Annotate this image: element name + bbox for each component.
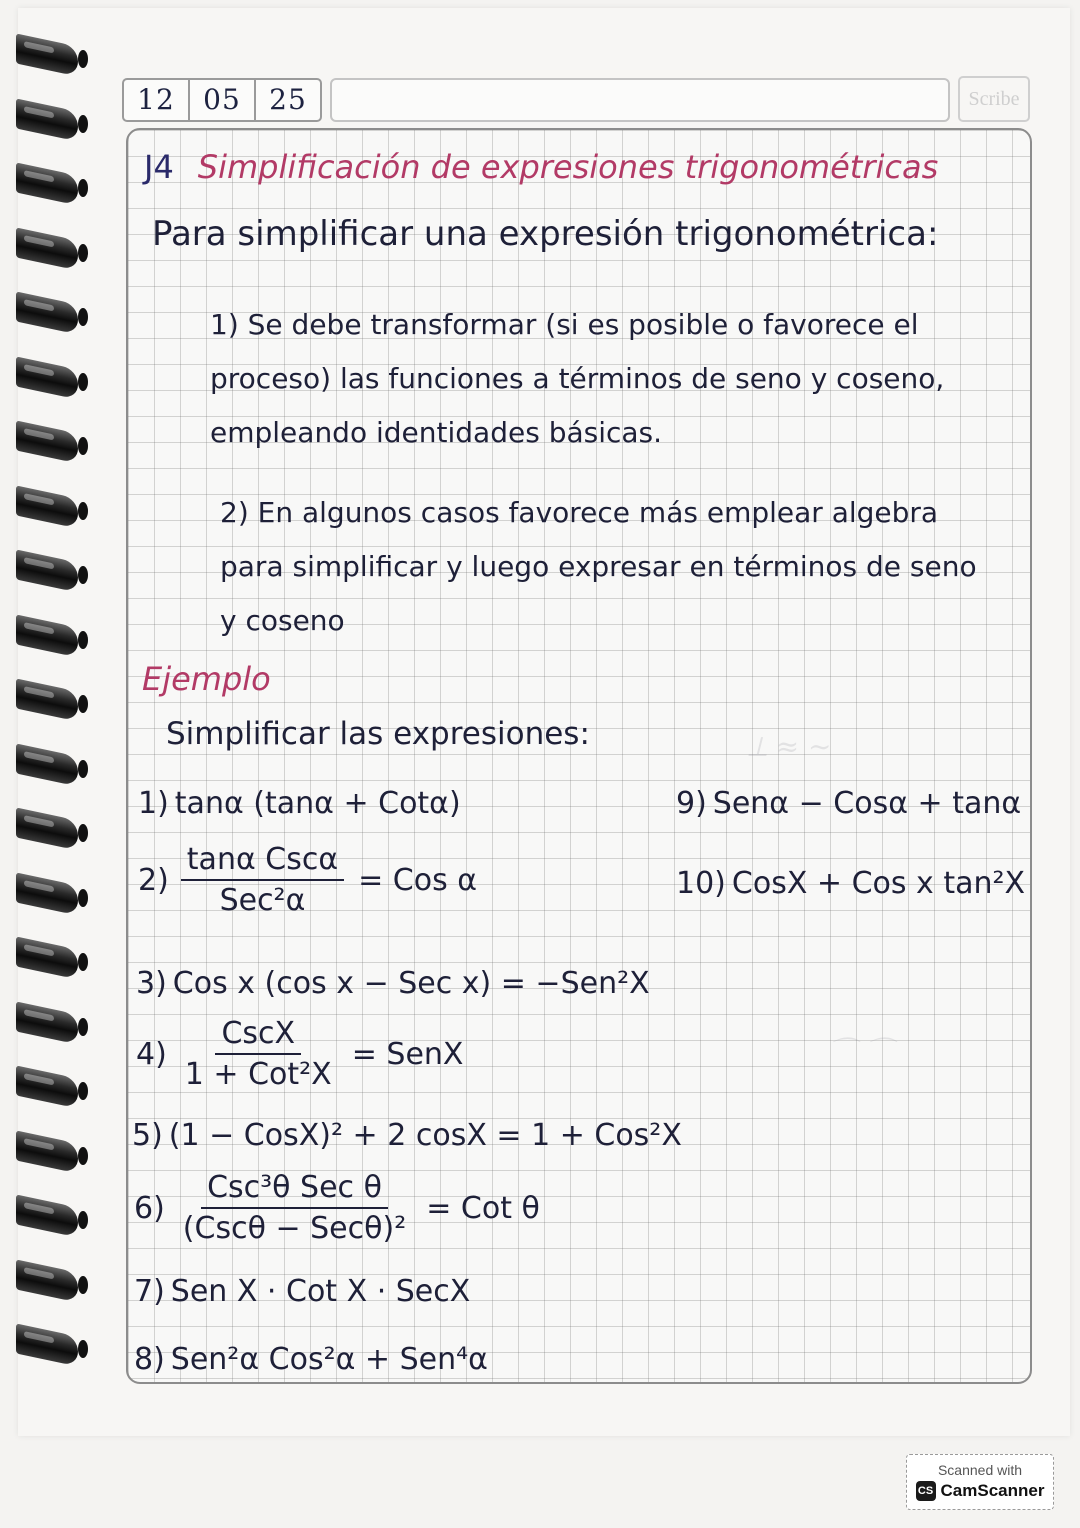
spiral-ring (16, 743, 78, 786)
bleed-through-marks: ⟂ ≈ ∼ (748, 730, 832, 763)
punch-hole (78, 244, 88, 262)
spiral-ring (16, 1001, 78, 1044)
spiral-ring (16, 356, 78, 399)
punch-hole (78, 1340, 88, 1358)
exercise-9 (676, 786, 1021, 821)
rule-2: 2) En algunos casos favorece más emplear algebra para simplificar y luego expresar en términos de seno y coseno (220, 496, 977, 637)
example-heading: Ejemplo (142, 660, 271, 698)
punch-hole (78, 179, 88, 197)
date-day: 12 (137, 83, 175, 116)
exercise-expression: tanα (tanα + Cotα) (174, 786, 461, 821)
exercise-6 (134, 1170, 540, 1246)
punch-hole (78, 50, 88, 68)
exercise-5 (132, 1118, 682, 1153)
exercise-10 (676, 866, 1025, 901)
punch-hole (78, 1018, 88, 1036)
spiral-ring (16, 485, 78, 528)
punch-hole (78, 953, 88, 971)
exercise-4 (136, 1016, 464, 1092)
punch-hole (78, 695, 88, 713)
exercise-3 (136, 966, 650, 1001)
exercise-expression: Sen²α Cos²α + Sen⁴α (170, 1342, 488, 1377)
camscanner-logo-icon: CS (916, 1481, 936, 1501)
exercise-label: 1) (138, 786, 169, 821)
bleed-through-marks: ⌒ ⌒ (828, 1035, 893, 1068)
punch-hole (78, 566, 88, 584)
date-month: 05 (188, 80, 254, 120)
spiral-ring (16, 420, 78, 463)
punch-hole (78, 824, 88, 842)
exercise-label: 7) (134, 1274, 165, 1309)
note-code: J4 (144, 148, 174, 186)
punch-hole (78, 502, 88, 520)
spiral-ring (16, 1065, 78, 1108)
instruction-text: Simplificar las expresiones: (166, 716, 590, 752)
spiral-ring (16, 1130, 78, 1173)
denominator: Sec²α (219, 883, 306, 918)
exercise-label: 10) (676, 866, 726, 901)
punch-hole (78, 1082, 88, 1100)
punch-hole (78, 308, 88, 326)
spiral-ring (16, 614, 78, 657)
result: = Cot θ (426, 1190, 540, 1226)
punch-hole (78, 1211, 88, 1229)
spiral-ring (16, 807, 78, 850)
numerator: CscX (215, 1016, 301, 1055)
denominator: (Cscθ − Secθ)² (182, 1211, 407, 1246)
fraction (181, 842, 344, 918)
fraction (177, 1170, 412, 1246)
exercise-label: 5) (132, 1118, 163, 1153)
note-title (144, 148, 938, 186)
exercise-expression: (1 − CosX)² + 2 cosX = 1 + Cos²X (168, 1118, 682, 1153)
spiral-binding (16, 40, 86, 1400)
denominator: 1 + Cot²X (184, 1057, 332, 1092)
exercise-label: 2) (138, 862, 169, 898)
exercise-expression: Sen X · Cot X · SecX (170, 1274, 471, 1309)
exercise-label: 4) (136, 1036, 167, 1072)
scanned-with-text: Scanned with (937, 1462, 1023, 1478)
grid-area (126, 128, 1032, 1384)
note-title-text: Simplificación de expresiones trigonométricas (197, 148, 939, 186)
exercise-expression: Cos x (cos x − Sec x) = −Sen²X (172, 966, 650, 1001)
spiral-ring (16, 1259, 78, 1302)
punch-hole (78, 631, 88, 649)
numerator: Csc³θ Sec θ (201, 1170, 388, 1209)
exercise-label: 8) (134, 1342, 165, 1377)
spiral-ring (16, 1194, 78, 1237)
spiral-ring (16, 33, 78, 76)
exercise-8 (134, 1342, 488, 1377)
punch-hole (78, 373, 88, 391)
exercise-label: 6) (134, 1190, 165, 1226)
spiral-ring (16, 678, 78, 721)
rule-1: 1) Se debe transformar (si es posible o favorece el proceso) las funciones a términos de seno y coseno, empleando identidades básicas. (210, 308, 945, 449)
exercise-label: 9) (676, 786, 707, 821)
camscanner-badge (906, 1454, 1054, 1510)
exercise-expression: Senα − Cosα + tanα (712, 786, 1022, 821)
fraction (179, 1016, 338, 1092)
punch-hole (78, 889, 88, 907)
spiral-ring (16, 227, 78, 270)
exercise-expression: CosX + Cos x tan²X (731, 866, 1026, 901)
intro-text: Para simplificar una expresión trigonométrica: (152, 214, 939, 254)
punch-hole (78, 115, 88, 133)
spiral-ring (16, 98, 78, 141)
punch-hole (78, 1276, 88, 1294)
date-box (122, 78, 322, 122)
punch-hole (78, 1147, 88, 1165)
camscanner-brand: CamScanner (940, 1481, 1045, 1500)
numerator: tanα Cscα (181, 842, 344, 881)
date-year: 25 (254, 80, 320, 120)
exercise-1 (138, 786, 461, 821)
spiral-ring (16, 291, 78, 334)
exercise-2 (138, 842, 477, 918)
topic-box (330, 78, 950, 122)
exercise-label: 3) (136, 966, 167, 1001)
result: = Cos α (358, 862, 478, 898)
spiral-ring (16, 162, 78, 205)
spiral-ring (16, 936, 78, 979)
result: = SenX (351, 1036, 464, 1072)
exercise-7 (134, 1274, 470, 1309)
scribe-logo: Scribe (958, 76, 1030, 122)
spiral-ring (16, 1323, 78, 1366)
punch-hole (78, 437, 88, 455)
spiral-ring (16, 872, 78, 915)
punch-hole (78, 760, 88, 778)
spiral-ring (16, 549, 78, 592)
